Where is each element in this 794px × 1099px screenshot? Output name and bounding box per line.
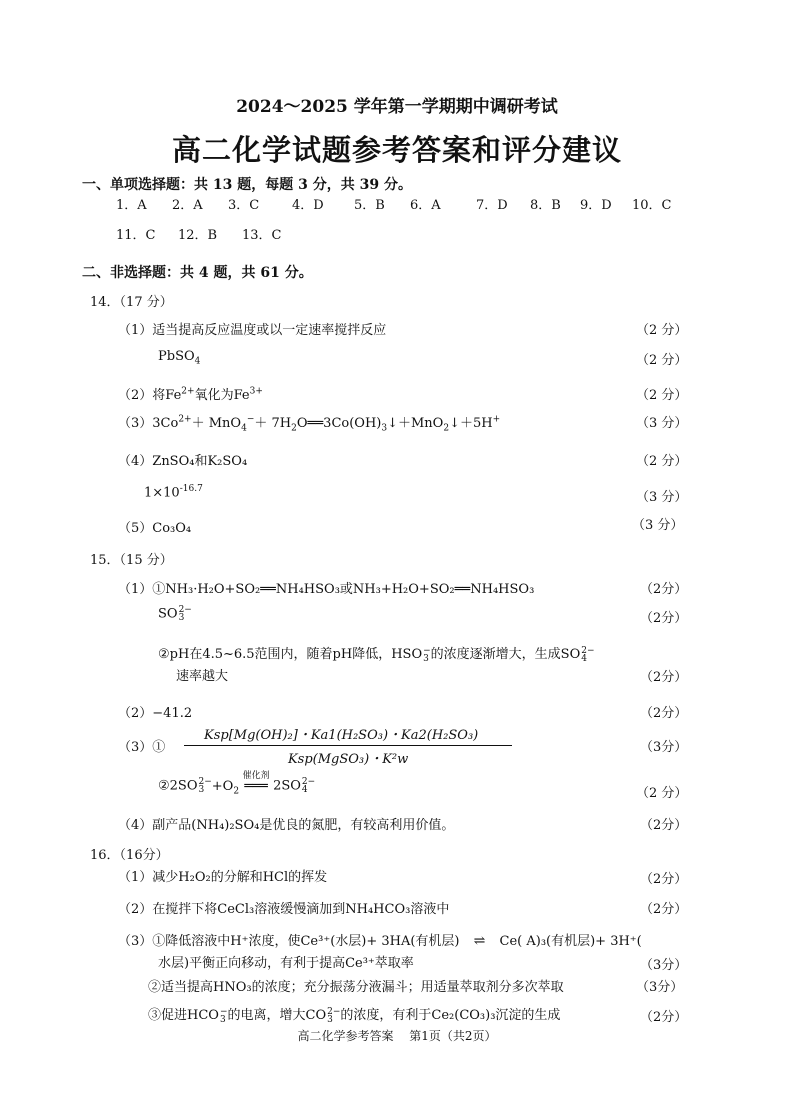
ksp-fraction [184,724,512,767]
answer-text: 减少H₂O₂的分解和HCl的挥发 [152,870,328,885]
q14-part2-score: （2 分） [636,388,688,403]
part-label: （3） [118,416,153,431]
q15-part1c-score: （2分） [640,670,688,685]
part-label: （4） [118,454,153,469]
q15-part3-fraction [184,724,512,767]
q14-part4-score: （2 分） [636,454,688,469]
ion-subsup: 2− 3 [327,1006,341,1025]
q15-part1-score: （2分） [640,582,688,597]
q16-part3c [148,1004,560,1024]
q16-part1 [118,866,327,885]
answer-text: Ce( A)₃(有机层)+ 3H⁺( [499,934,642,949]
q14-part1 [118,319,386,338]
q14-part3-score: （3 分） [636,416,688,431]
q14-part5-score: （3 分） [632,518,684,533]
equation-text: ①NH₃·H₂O+SO₂══NH₄HSO₃或NH₃+H₂O+SO₂══NH₄HSO₃ [152,582,535,597]
answer-text: 氧化为Fe [194,388,250,403]
page-footer: 高二化学参考答案 第1页（共2页） [297,1029,497,1043]
catalyst-label: 催化剂 [242,770,270,781]
answer-item: 3．C [228,198,260,213]
q15-part3b-score: （2 分） [636,786,688,801]
answer-text: 将Fe [152,388,182,403]
answer-text: 的浓度逐渐增大，生成SO [430,647,581,662]
section1-heading: 一、单项选择题：共 13 题，每题 3 分，共 39 分。 [82,177,412,193]
q16-part3-line1 [118,930,642,949]
ion-subsup: 2− 4 [301,777,316,795]
answer-item: 5．B [354,198,385,213]
formula-text: SO [158,606,178,622]
answer-text: 在搅拌下将CeCl₃溶液缓慢滴加到NH₄HCO₃溶液中 [152,902,450,917]
answer-text: 的浓度，有利于Ce₂(CO₃)₃沉淀的生成 [340,1008,561,1023]
answer-text: 副产品(NH₄)₂SO₄是优良的氮肥，有较高利用价值。 [152,818,455,833]
part-label: （4） [118,818,153,833]
catalyst-arrow: 催化剂 ═══ [239,779,273,794]
answer-text: ③促进HCO [148,1008,219,1023]
answer-text: ②pH在4.5~6.5范围内，随着pH降低，HSO [158,647,423,662]
q15-part1c-line1 [158,643,595,663]
q14-part4b [144,484,203,500]
answer-item: 1．A [116,198,147,213]
answer-text: Co₃O₄ [152,521,192,536]
q15-part3 [118,736,165,755]
q16-part3b-score: （3分） [636,980,684,995]
q14-part5 [118,517,191,536]
equation-text: ②2SO [158,778,198,794]
answer-item: 4．D [292,198,324,213]
q16-part2-score: （2分） [640,902,688,917]
answer-item: 7．D [476,198,508,213]
answer-item: 6．A [410,198,441,213]
q14-part3 [118,412,500,434]
q15-part1b-score: （2分） [640,611,688,626]
circle-marker: ① [152,740,166,755]
q16-part3c-score: （2分） [640,1010,688,1025]
part-label: （2） [118,706,153,721]
q15-part1b [158,606,192,622]
q14-part4 [118,450,247,469]
q15-part3-score: （3分） [640,740,688,755]
ion-subsup: − 3 [219,1006,228,1025]
equation-text: $3Co^{2+}+ MnO_4^-+$ $7H_2O══3Co(OH)_3↓+MnO_2↓+5H^+$ [152,414,501,434]
q15-part4-score: （2分） [640,818,688,833]
ion-subsup: 2− 3 [198,777,212,795]
q15-part1 [118,578,534,597]
answer-text: 适当提高反应温度或以一定速率搅拌反应 [152,323,387,338]
q14-title: 14．（17 分） [90,295,173,310]
charge-superscript: 2+ [181,386,195,397]
formula-subscript: 4 [194,356,201,367]
exam-title: 2024～2025 学年第一学期期中调研考试 [236,97,558,117]
formula-text: PbSO [158,349,195,364]
q14-part2 [118,384,263,403]
answer-item: 12．B [178,228,218,243]
part-label: （3） [118,740,153,755]
fraction-denominator: Ksp(MgSO₃)・K²w [287,752,409,767]
part-label: （2） [118,388,153,403]
answer-item: 13．C [242,228,282,243]
q15-part3b [158,770,316,797]
answer-text: −41.2 [152,706,193,721]
q16-title: 16．（16分） [90,848,169,863]
q15-part2-score: （2分） [640,706,688,721]
part-label: （1） [118,323,153,338]
q14-part1b-score: （2 分） [636,353,688,368]
q15-part4 [118,814,454,833]
document-title: 高二化学试题参考答案和评分建议 [171,133,622,167]
part-label: （1） [118,582,153,597]
q16-part2 [118,898,449,917]
part-label: （3） [118,934,153,949]
equilibrium-arrow: ⇌ [473,933,486,949]
fraction-numerator: Ksp[Mg(OH)₂]・Ka1(H₂SO₃)・Ka2(H₂SO₃) [184,724,512,746]
ion-subsup: − 3 [423,645,431,664]
answer-item: 8．B [530,198,561,213]
answer-item: 11．C [116,228,156,243]
q14-part1b [158,349,200,367]
q14-part4b-score: （3 分） [636,490,688,505]
charge-superscript: 3+ [249,386,263,397]
equation-text: $+O_2$ [211,778,240,797]
part-label: （1） [118,870,153,885]
q16-part3b: ②适当提高HNO₃的浓度；充分振荡分液漏斗；用适量萃取剂分多次萃取 [148,980,564,995]
answer-item: 9．D [580,198,612,213]
q16-part3-score: （3分） [640,958,688,973]
q16-part1-score: （2分） [640,872,688,887]
section2-heading: 二、非选择题：共 4 题，共 61 分。 [82,265,313,281]
q14-part1-score: （2 分） [636,323,688,338]
q15-part1c-line2: 速率越大 [176,669,229,684]
q15-title: 15．（15 分） [90,553,173,568]
answer-text: ①降低溶液中H⁺浓度，使Ce³⁺(水层)+ 3HA(有机层) [152,934,460,949]
answer-item: 2．A [172,198,203,213]
answer-text: ZnSO₄和K₂SO₄ [152,454,248,469]
ion-subsup: 2− 4 [581,645,595,664]
equation-text: 2SO [273,778,301,794]
part-label: （5） [118,521,153,536]
ion-subsup: 2− 3 [178,605,192,623]
answer-text: 的电离，增大CO [227,1008,327,1023]
q15-part2 [118,702,192,721]
q16-part3-line2: 水层)平衡正向移动，有利于提高Ce³⁺萃取率 [158,956,414,971]
answer-item: 10．C [632,198,672,213]
part-label: （2） [118,902,153,917]
answer-text: 1×10 [144,485,180,501]
exponent: -16.7 [179,484,203,494]
